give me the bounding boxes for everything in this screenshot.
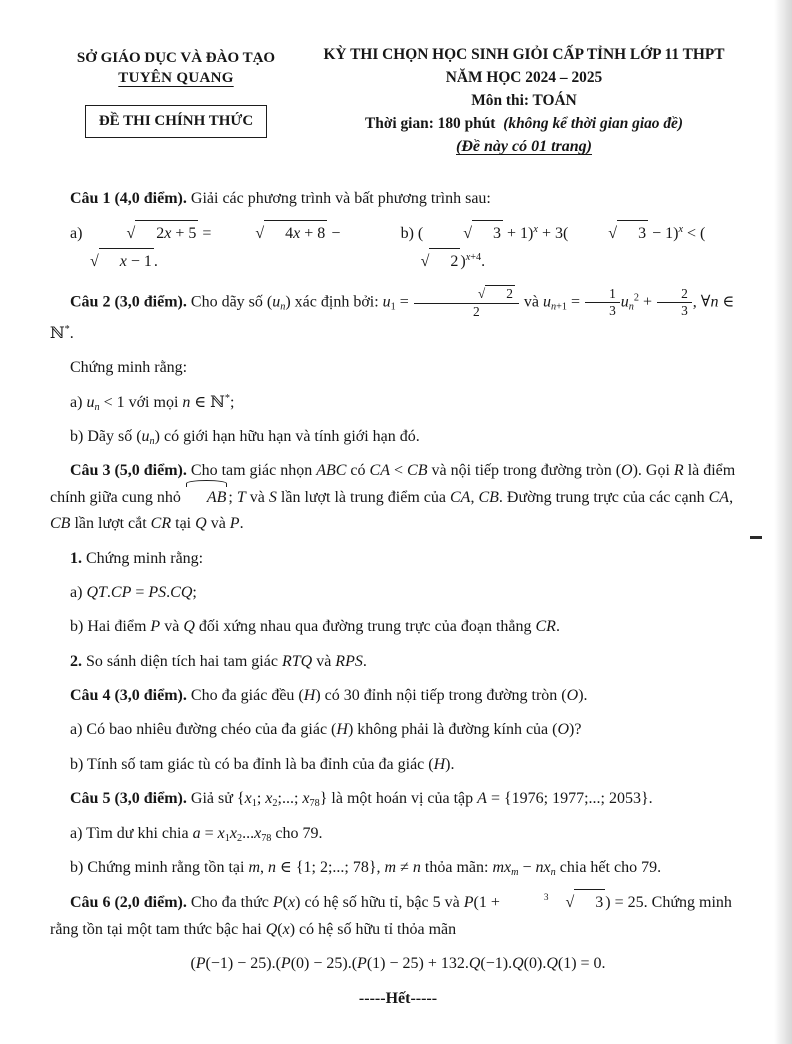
radicand [264,220,327,247]
math-variable: H [433,755,446,773]
math-variable: u [620,293,629,311]
math-variable: Q [265,920,278,938]
text-segment: là điểm chính giữa cung nhỏ [50,462,736,506]
text-segment: ) có hệ số hữu tỉ, bậc 5 và [295,894,464,912]
text-segment: . [239,515,244,533]
math-variable: n [94,401,100,413]
text-segment: (1) − 25) + 132. [366,955,469,973]
text-segment: = [567,293,585,311]
bold-text: Câu 4 (3,0 điểm). [70,687,187,705]
fraction-numerator [657,286,692,304]
text-segment: , ∀ [692,293,711,311]
text-segment: < 1 với mọi [99,393,183,411]
text-segment: a) [70,393,87,411]
text-segment: cho 79. [271,824,323,842]
q1-title [50,186,746,212]
math-variable: m [384,859,397,877]
radical [438,285,515,303]
text-segment: 2 [633,292,640,304]
text-segment: 78 [261,832,272,844]
math-variable: x [164,225,172,243]
text-segment: ; [256,790,266,808]
math-variable: u [141,427,150,445]
text-segment: (0) − 25).( [290,955,358,973]
text-segment: * [224,392,230,404]
radicand [135,220,198,247]
subject-line: Môn thi: TOÁN [471,92,577,109]
text-segment: 2 [681,285,688,301]
math-variable: n [280,301,286,313]
text-segment: 2 [156,225,165,243]
text-segment: và [312,652,336,670]
math-variable: u [543,293,552,311]
text-segment: Cho đa thức [186,894,273,912]
math-variable: P [150,618,161,636]
math-variable: n [550,867,556,879]
math-variable: CP [110,583,132,601]
math-variable: RTQ [281,652,313,670]
math-variable: CB [478,488,499,506]
q1-items [50,220,746,275]
bold-text: Câu 1 (4,0 điểm). [70,190,187,207]
text-segment: và nội tiếp trong đường tròn ( [427,462,622,480]
math-variable: x [229,824,237,842]
text-segment: ; [229,393,235,411]
bold-text: 1. [70,549,82,567]
text-segment: 4 [285,225,294,243]
text-segment: 1 [390,301,396,313]
text-segment: . [362,652,367,670]
q5-title [50,786,746,812]
text-segment: Giải các phương trình và bất phương trình sau: [186,190,491,207]
text-segment: ) có giới hạn hữu hạn và tính giới hạn đó. [154,427,420,445]
text-segment: 2 [450,252,459,270]
department-name: SỞ GIÁO DỤC VÀ ĐÀO TẠO [76,50,276,66]
text-segment: ( [190,955,196,973]
text-segment: (0). [523,955,547,973]
text-segment: 78 [309,798,320,810]
math-variable: CA [708,488,730,506]
text-segment: ∈ {1; 2;...; 78}, [276,859,385,877]
radical [423,220,503,247]
text-segment: (1) = 0. [557,955,606,973]
text-segment: lần lượt là trung điểm của [276,488,450,506]
q3-part-2 [50,649,746,675]
radicand [574,889,605,916]
text-segment: ). [445,755,455,773]
math-variable: PS [148,583,167,601]
text-segment: + 5 [171,225,197,243]
text-segment: Chứng minh rằng: [70,359,188,377]
text-segment: − 1 [126,252,152,270]
radical [381,248,461,275]
math-variable: H [336,721,348,739]
text-segment: ) có 30 đỉnh nội tiếp trong đường tròn ( [315,687,567,705]
math-variable: x [302,790,310,808]
text-segment: ( [277,920,283,938]
math-variable: x [119,252,127,270]
q4-item-b [50,752,746,778]
text-segment: < [389,462,408,480]
text-segment: và [206,515,230,533]
text-segment: ... [242,824,255,842]
bold-text: Câu 3 (5,0 điểm). [70,462,187,480]
math-variable: H [303,687,316,705]
text-segment: b) Chứng minh rằng tồn tại [70,859,249,877]
q1-item-b [381,220,746,275]
q6-title [50,889,746,943]
text-segment: = [395,293,413,311]
text-segment: )? [569,721,582,739]
math-variable: CA [369,462,390,480]
text-segment: . [555,618,560,636]
duration-main: Thời gian: 180 phút [365,115,496,132]
math-variable: Q [512,955,524,973]
math-variable: x [465,251,471,263]
math-variable: Q [183,618,195,636]
radical-index: 3 [543,892,549,903]
exam-info-block [302,46,746,156]
radical [568,220,648,247]
math-variable: u [86,393,95,411]
text-segment: = [198,225,216,243]
text-segment: ). Gọi [632,462,674,480]
math-variable: x [293,225,301,243]
text-segment: + [639,293,657,311]
text-segment: , [260,859,268,877]
text-segment: a) [70,225,87,243]
radical [50,248,154,275]
radical-sign: √ [463,225,473,243]
q1-item-a [50,220,381,275]
text-segment: tại [171,515,196,533]
math-variable: x [678,224,683,236]
math-variable: CQ [170,583,193,601]
math-variable: mx [492,859,512,877]
text-segment: 1 [224,832,230,844]
text-segment: và [519,293,544,311]
text-segment: * [64,323,70,335]
text-segment: ( [282,894,288,912]
math-variable: P [357,955,367,973]
text-segment: 2 [506,286,513,302]
fraction-denominator [414,304,519,321]
scan-edge-shadow [774,0,792,1044]
math-variable: CR [150,515,172,533]
math-variable: u [382,293,391,311]
radicand [472,220,503,247]
text-segment: . [166,583,171,601]
fraction-denominator [657,303,692,320]
text-segment: và [245,488,269,506]
issuer-block [50,46,302,138]
text-segment: +1 [556,301,568,313]
text-segment: chia hết cho 79. [555,859,662,877]
subscript [310,798,320,809]
math-variable: x [282,920,290,938]
fraction-numerator [414,285,519,304]
text-segment: b) Tính số tam giác tù có ba đỉnh là ba đỉnh của đa giác ( [70,755,434,773]
text-segment: có [346,462,370,480]
end-marker: -----Hết----- [358,989,438,1007]
math-variable: S [268,488,277,506]
math-variable: n [628,301,634,313]
text-segment: . [69,324,74,342]
text-segment: Chứng minh rằng: [82,549,204,567]
text-segment: ) có hệ số hữu tỉ thỏa mãn [289,920,457,938]
text-segment: ) = 25. Chứng minh rằng tồn tại một tam thức bậc hai [50,894,732,938]
bold-text: Câu 2 (3,0 điểm). [70,293,187,311]
fraction-numerator [585,286,620,304]
text-segment: 2 [473,303,480,319]
radical-sign: √ [477,286,486,302]
q2-intro [50,355,746,381]
exam-title: KỲ THI CHỌN HỌC SINH GIỎI CẤP TỈNH LỚP 11 THPT [323,46,725,63]
text-segment: ; [228,488,237,506]
subscript [551,302,567,313]
text-segment: và [160,618,184,636]
text-segment: − 1) [648,225,679,243]
math-variable: P [195,955,206,973]
exam-body [50,186,746,1012]
radicand [617,220,648,247]
text-segment: ∈ ℕ [50,293,735,342]
scan-artifact-mark [750,536,762,539]
math-variable: Q [195,515,207,533]
text-segment: = {1976; 1977;...; 2053}. [486,790,653,808]
text-segment: − [327,225,341,243]
math-variable: CB [50,515,71,533]
exam-header [50,46,746,156]
math-variable: x [265,790,273,808]
text-segment: − [518,859,536,877]
math-variable: n [182,393,191,411]
math-variable: QT [86,583,107,601]
math-variable: u [272,293,281,311]
q2-item-b [50,424,746,450]
text-segment: ). [578,687,588,705]
text-segment: (1 + [473,894,504,912]
text-segment: ) không phải là đường kính của ( [347,721,558,739]
q3-item-b [50,614,746,640]
text-segment: Cho dãy số ( [186,293,273,311]
text-segment: So sánh diện tích hai tam giác [82,652,282,670]
province-name: TUYÊN QUANG [118,70,234,86]
math-variable: T [236,488,246,506]
radical-sign: √ [608,225,618,243]
math-variable: n [149,436,155,447]
text-segment: + 8 [300,225,326,243]
math-variable: P [463,894,474,912]
text-segment: . [153,252,158,270]
radicand [99,248,154,275]
text-segment: 3 [595,894,604,912]
math-variable: R [673,462,684,480]
pages-line [302,138,746,156]
radicand [485,285,515,303]
text-segment: , [729,488,734,506]
text-segment: (−1) − 25).( [205,955,281,973]
fraction-denominator [585,303,620,320]
text-segment: b) Hai điểm [70,618,151,636]
math-variable: n [412,859,421,877]
text-segment: b) Dãy số ( [70,427,142,445]
math-variable: ABC [316,462,347,480]
text-segment: 1 [251,798,257,810]
text-segment: thỏa mãn: [420,859,493,877]
text-segment: 2 [236,832,243,844]
text-segment: a) Tìm dư khi chia [70,824,193,842]
math-variable: x [254,824,262,842]
math-variable: m [511,867,519,879]
math-variable: O [566,687,579,705]
math-variable: CR [535,618,556,636]
q6-equation [50,951,746,977]
radical [215,220,327,247]
school-year: NĂM HỌC 2024 – 2025 [445,69,603,86]
official-exam-box [85,105,267,138]
fraction [657,286,692,321]
text-segment: 3 [493,225,502,243]
math-variable: RPS [335,652,363,670]
radical [504,889,605,916]
q5-item-b [50,855,746,881]
math-variable: x [533,224,538,236]
duration-note: (không kể thời gian giao đề) [503,115,683,132]
subscript [511,867,518,878]
bold-text: Câu 5 (3,0 điểm). [70,790,187,808]
math-variable: CB [407,462,428,480]
math-variable: nx [535,859,551,877]
official-exam-label: ĐỀ THI CHÍNH THỨC [98,113,254,129]
radicand [429,248,460,275]
math-variable: O [621,462,633,480]
math-variable: O [557,721,570,739]
q2-item-a [50,390,746,416]
text-segment: ) xác định bởi: [285,293,383,311]
text-segment: + 3( [537,225,569,243]
math-variable: A [477,790,487,808]
pages-note: (Đề này có 01 trang) [456,138,592,155]
radical-sign: √ [90,252,99,270]
text-segment: , [470,488,479,506]
subscript [261,833,271,844]
math-variable: Q [546,955,558,973]
math-variable: a [192,824,201,842]
math-variable: x [217,824,225,842]
text-segment: ≠ [396,859,413,877]
math-variable: P [272,894,283,912]
math-variable: Q [468,955,481,973]
text-segment: + 1) [503,225,534,243]
text-segment: 3 [609,303,616,319]
text-segment: 3 [638,225,647,243]
text-segment: Giả sử { [186,790,245,808]
text-segment: lần lượt cắt [70,515,151,533]
q5-item-a [50,821,746,847]
math-variable: n [710,293,719,311]
q3-item-a [50,580,746,606]
math-variable: n [268,859,276,877]
text-segment: +4 [470,251,482,263]
math-variable: n [551,301,557,313]
text-segment: a) Có bao nhiêu đường chéo của đa giác ( [70,721,337,739]
text-segment: = [131,583,149,601]
text-segment: Cho đa giác đều ( [186,687,304,705]
text-segment: 1 [609,285,616,301]
text-segment: ;...; [277,790,303,808]
math-variable: x [288,894,296,912]
text-segment: = [200,824,218,842]
arc-over: AB [185,485,229,511]
text-segment: . [106,583,111,601]
text-segment: Cho tam giác nhọn [186,462,317,480]
fraction [585,286,620,321]
text-segment: (−1). [480,955,513,973]
text-segment: ∈ ℕ [190,393,225,411]
text-segment: ) [460,252,466,270]
text-segment: . [481,252,486,270]
q2-title [50,285,746,347]
q4-item-a [50,717,746,743]
text-segment: 2 [272,798,278,810]
radical [86,220,198,247]
q3-statement [50,458,746,537]
math-variable: m [248,859,260,877]
q3-part-1 [50,546,746,572]
superscript [466,252,481,263]
bold-text: Câu 6 (2,0 điểm). [70,894,187,912]
text-segment: } là một hoán vị của tập [319,790,478,808]
math-variable: CA [449,488,471,506]
bold-text: 2. [70,652,82,670]
fraction [414,285,519,321]
radical-sign: √ [420,252,430,270]
radical-sign: √ [565,894,575,912]
q4-title [50,683,746,709]
radical-sign: √ [255,225,265,243]
text-segment: đối xứng nhau qua đường trung trực của đoạn thẳng [194,618,536,636]
math-variable: P [280,955,291,973]
text-segment: a) [70,583,87,601]
text-segment: ; [192,583,197,601]
text-segment: . Đường trung trực của các cạnh [498,488,709,506]
duration-line [302,115,746,133]
text-segment: b) ( [400,225,424,243]
radical-sign: √ [126,225,136,243]
text-segment: < ( [682,225,706,243]
math-variable: P [229,515,240,533]
math-variable: x [244,790,252,808]
text-segment: 3 [681,303,688,319]
